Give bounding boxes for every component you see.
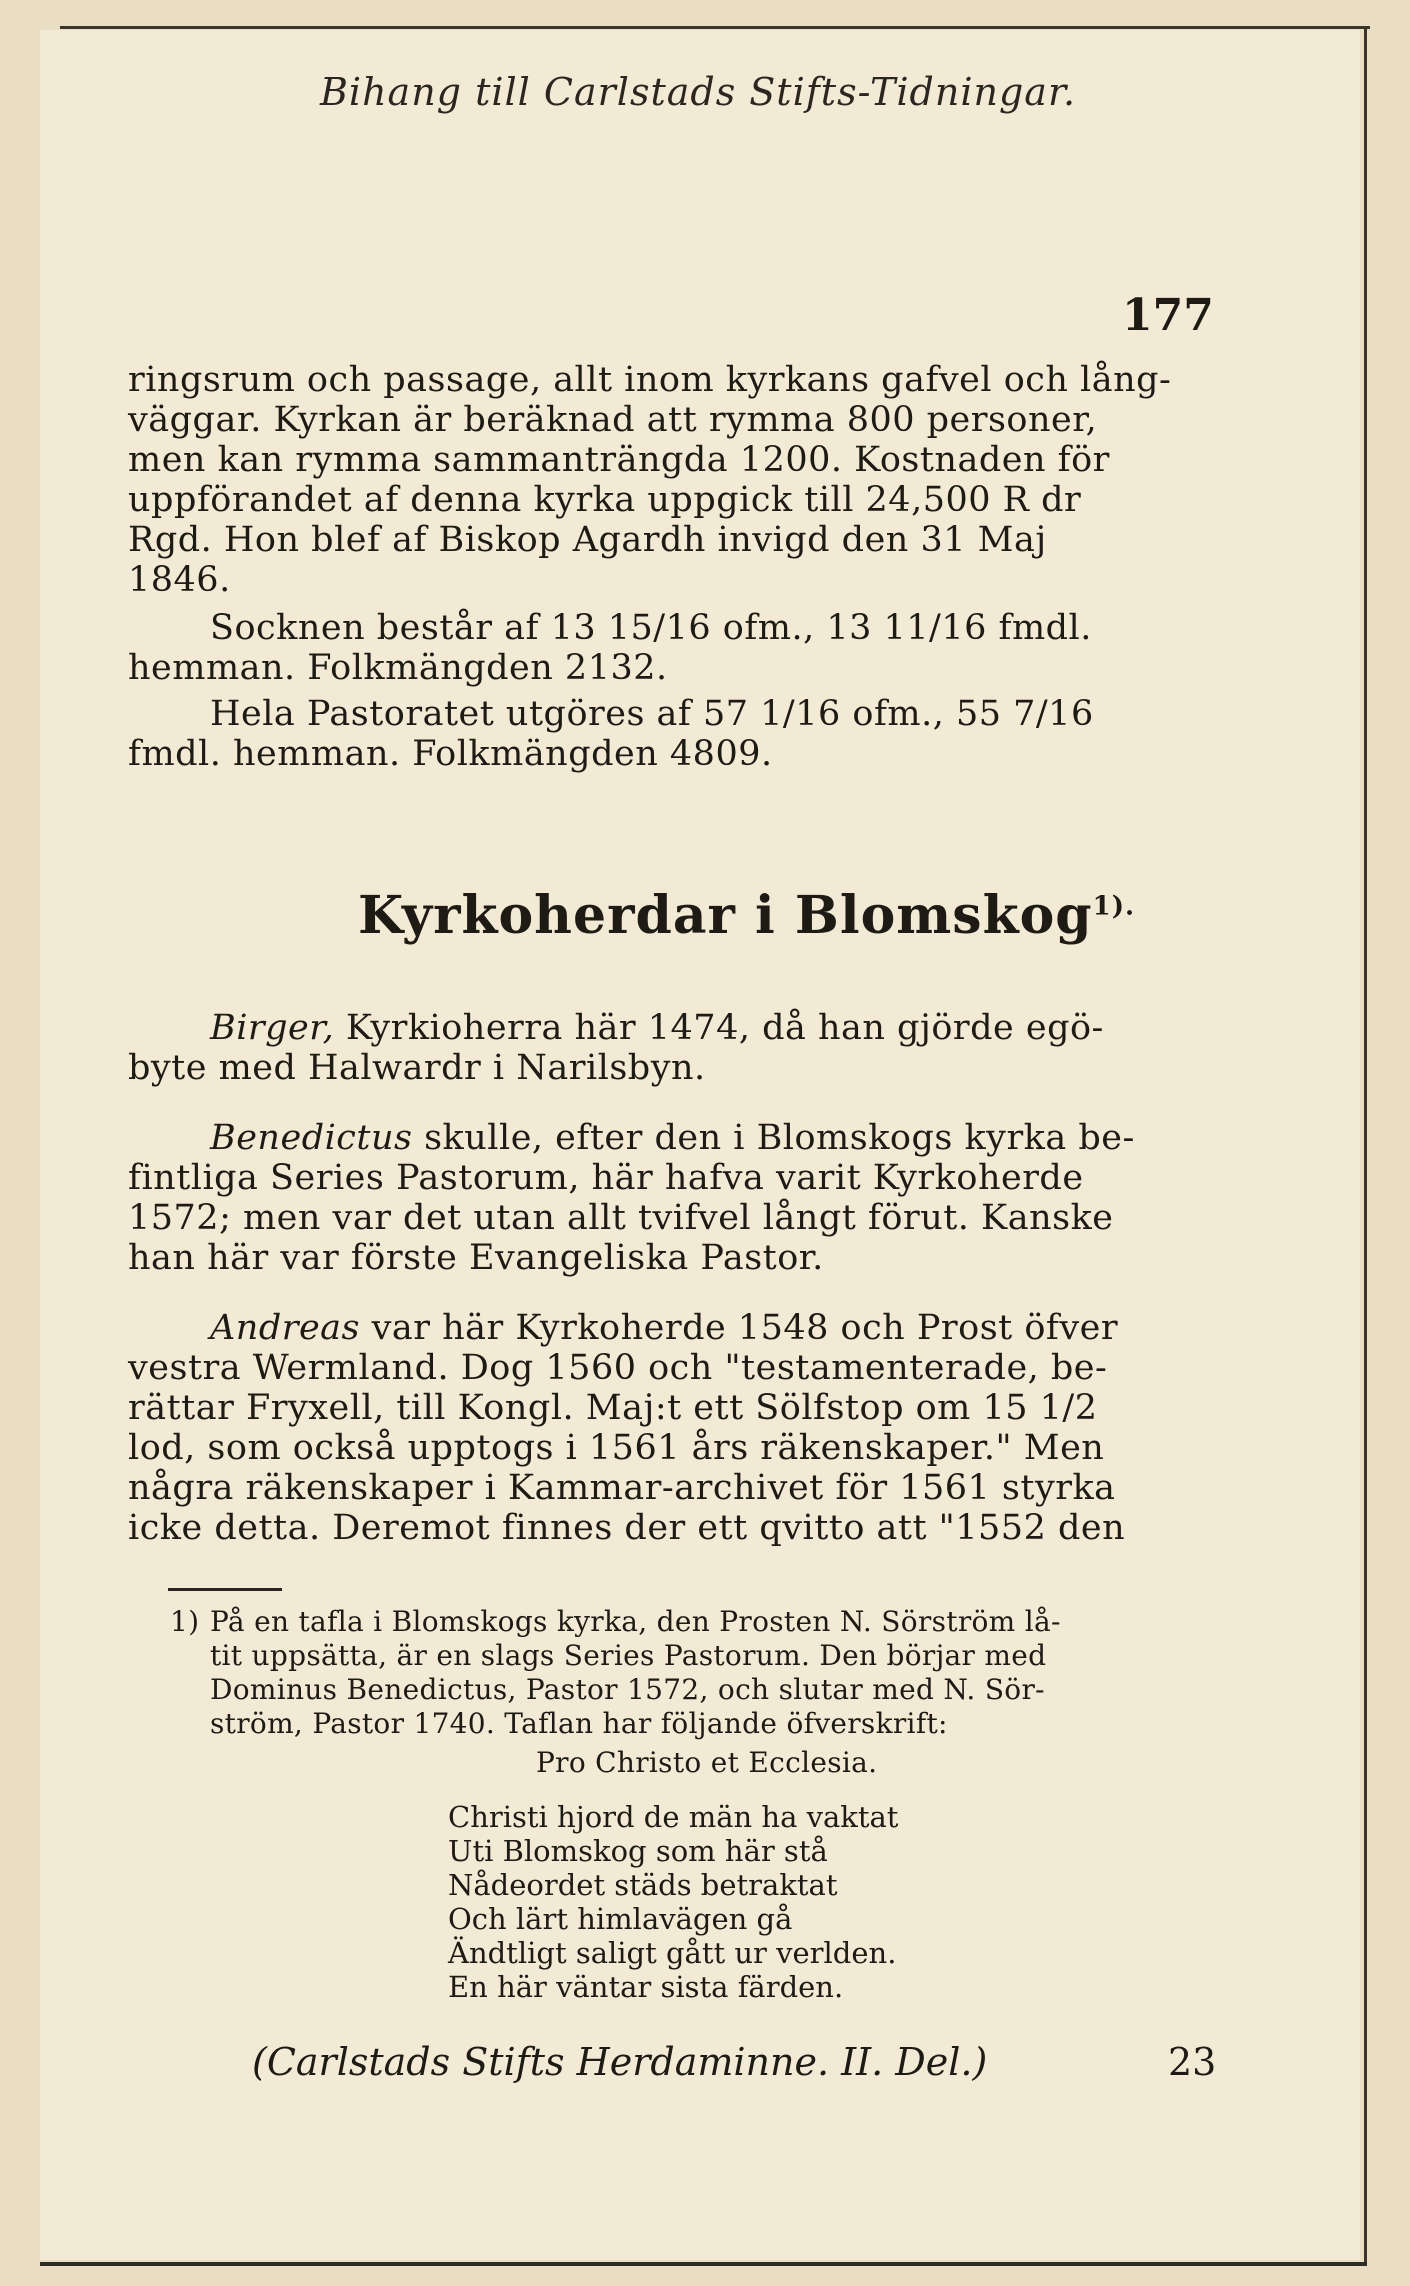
footnote-rule	[168, 1588, 282, 1591]
poem-line: Och lärt himlavägen gå	[448, 1902, 793, 1936]
poem-line: Nådeordet städs betraktat	[448, 1868, 838, 1902]
entry-benedictus-line: fintliga Series Pastorum, här hafva varit Kyrkoherde	[128, 1158, 1084, 1198]
entry-benedictus-line	[210, 1118, 1135, 1158]
footnote-line: På en tafla i Blomskogs kyrka, den Prosten N. Sörström lå-	[210, 1605, 1061, 1638]
paragraph-line: ringsrum och passage, allt inom kyrkans gafvel och lång-	[128, 360, 1172, 400]
paragraph-line: Hela Pastoratet utgöres af 57 1/16 ofm., 55 7/16	[210, 694, 1094, 734]
page-number: 177	[1122, 290, 1214, 341]
paragraph-line: väggar. Kyrkan är beräknad att rymma 800 personer,	[128, 400, 1098, 440]
page-frame-right	[1364, 26, 1367, 2266]
footnote-marker-label: 1)	[170, 1605, 200, 1638]
poem-line: Ändtligt saligt gått ur verlden.	[448, 1936, 897, 1970]
poem-line: En här väntar sista färden.	[448, 1970, 844, 2004]
footer-signature: 23	[1168, 2040, 1217, 2084]
entry-andreas-line: vestra Wermland. Dog 1560 och "testamenterade, be-	[128, 1348, 1108, 1388]
footer-title: (Carlstads Stifts Herdaminne. II. Del.)	[252, 2040, 988, 2084]
page-frame-bottom	[40, 2262, 1367, 2266]
page-frame-top	[60, 26, 1370, 29]
footnote-marker: 1).	[1092, 891, 1136, 922]
footnote-line: ström, Pastor 1740. Taflan har följande öfverskrift:	[210, 1707, 948, 1740]
paragraph-line: uppförandet af denna kyrka uppgick till 24,500 R dr	[128, 480, 1082, 520]
entry-andreas-line: lod, som också upptogs i 1561 års räkenskaper." Men	[128, 1428, 1105, 1468]
entry-text: var här Kyrkoherde 1548 och Prost öfver	[360, 1308, 1119, 1348]
entry-andreas-line: icke detta. Deremot finnes der ett qvitto att "1552 den	[128, 1508, 1126, 1548]
entry-name: Andreas	[210, 1308, 360, 1348]
section-heading-text: Kyrkoherdar i Blomskog	[358, 885, 1093, 946]
paragraph-line: hemman. Folkmängden 2132.	[128, 648, 668, 688]
entry-text: skulle, efter den i Blomskogs kyrka be-	[412, 1118, 1135, 1158]
entry-text: Kyrkioherra här 1474, då han gjörde egö-	[334, 1008, 1104, 1048]
poem-line: Uti Blomskog som här stå	[448, 1834, 828, 1868]
entry-name: Benedictus	[210, 1118, 413, 1158]
section-heading	[358, 885, 1135, 946]
entry-benedictus-line: han här var förste Evangeliska Pastor.	[128, 1238, 824, 1278]
paragraph-line: men kan rymma sammanträngda 1200. Kostnaden för	[128, 440, 1110, 480]
document-page	[40, 30, 1360, 2260]
poem-line: Christi hjord de män ha vaktat	[448, 1800, 899, 1834]
paragraph-line: fmdl. hemman. Folkmängden 4809.	[128, 734, 773, 774]
paragraph-line: 1846.	[128, 560, 231, 600]
entry-name: Birger,	[210, 1008, 335, 1048]
entry-andreas-line: rättar Fryxell, till Kongl. Maj:t ett Sölfstop om 15 1/2	[128, 1388, 1098, 1428]
entry-birger-line: byte med Halwardr i Narilsbyn.	[128, 1048, 706, 1088]
paragraph-line: Socknen består af 13 15/16 ofm., 13 11/16 fmdl.	[210, 608, 1092, 648]
footnote-motto: Pro Christo et Ecclesia.	[536, 1746, 878, 1779]
paragraph-line: Rgd. Hon blef af Biskop Agardh invigd den 31 Maj	[128, 520, 1047, 560]
footnote-line: tit uppsätta, är en slags Series Pastorum. Den börjar med	[210, 1639, 1047, 1672]
entry-birger-line	[210, 1008, 1104, 1048]
entry-andreas-line	[210, 1308, 1118, 1348]
entry-andreas-line: några räkenskaper i Kammar-archivet för 1561 styrka	[128, 1468, 1116, 1508]
footnote-line: Dominus Benedictus, Pastor 1572, och slutar med N. Sör-	[210, 1673, 1045, 1706]
entry-benedictus-line: 1572; men var det utan allt tvifvel långt förut. Kanske	[128, 1198, 1114, 1238]
running-head: Bihang till Carlstads Stifts-Tidningar.	[320, 70, 1077, 114]
